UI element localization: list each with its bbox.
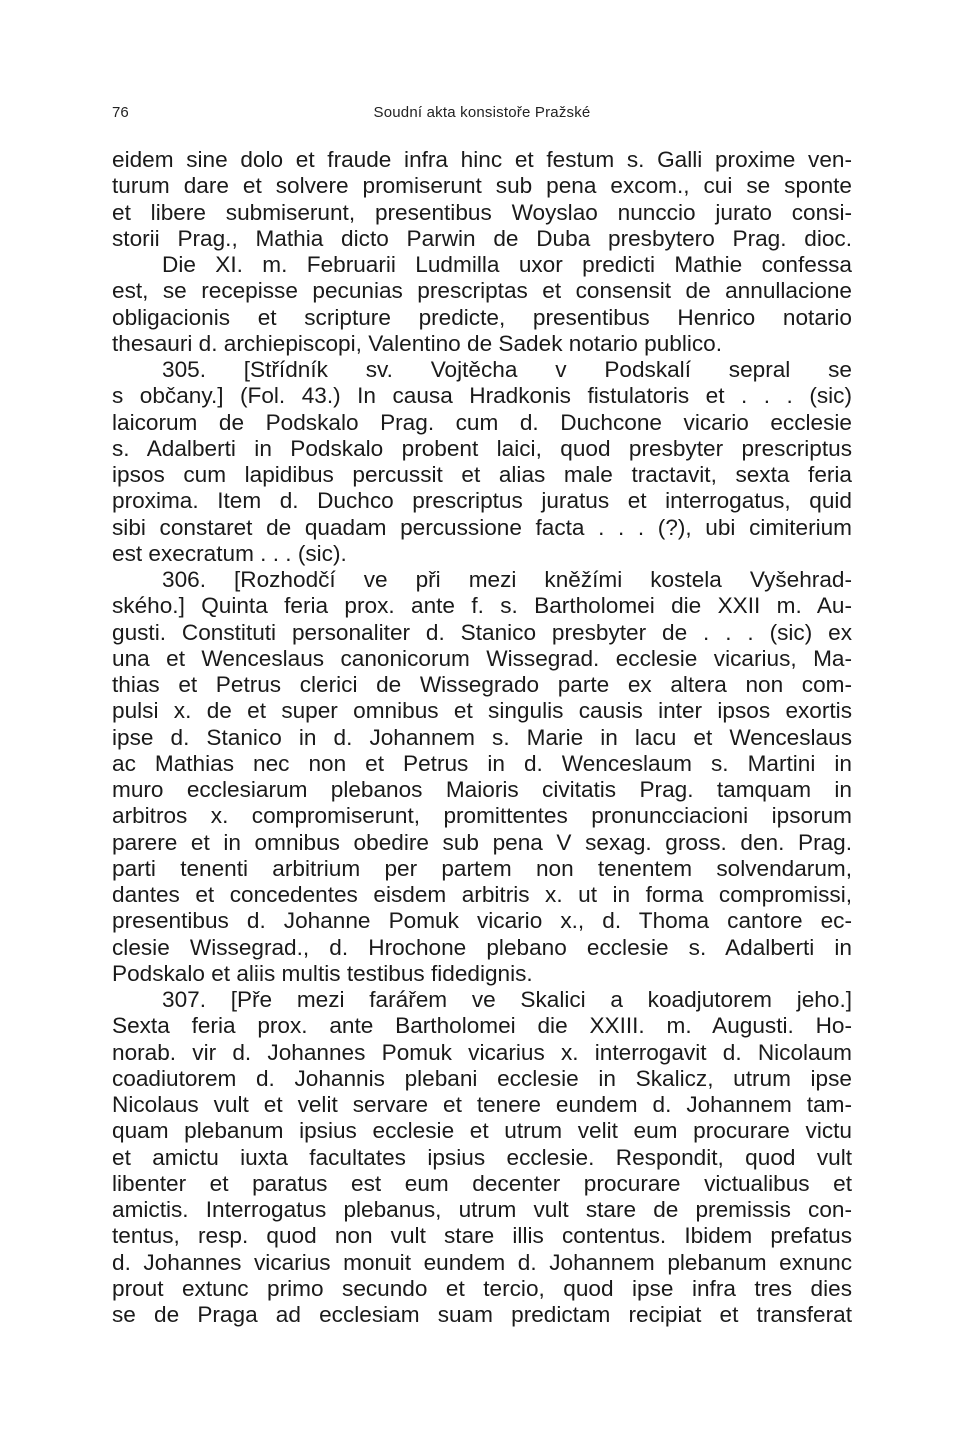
text-line: laicorum de Podskalo Prag. cum d. Duchcone vicario ecclesie [112,409,852,435]
text-line: eidem sine dolo et fraude infra hinc et festum s. Galli proxime ven- [112,147,852,172]
text-line: storii Prag., Mathia dicto Parwin de Duba presbytero Prag. dioc. [112,225,852,251]
text-line: ac Mathias nec non et Petrus in d. Wenceslaum s. Martini in [112,750,852,776]
text-line: Nicolaus vult et velit servare et tenere eundem d. Johannem tam- [112,1092,852,1117]
page-number: 76 [112,104,129,121]
text-line: et libere submiserunt, presentibus Woyslao nunccio jurato consi- [112,199,852,225]
text-line: Sexta feria prox. ante Bartholomei die XXIII. m. Augusti. Ho- [112,1013,852,1039]
text-line: Podskalo et aliis multis testibus fidedignis. [112,960,533,986]
text-line: arbitros x. compromiserunt, promittentes pronuncciacioni ipsorum [112,803,852,829]
text-line: proxima. Item d. Duchco prescriptus juratus et interrogatus, quid [112,488,852,514]
text-line: thesauri d. archiepiscopi, Valentino de Sadek notario publico. [112,330,722,356]
entry-heading-306: 306. [Rozhodčí ve při mezi kněžími kostela Vyšehrad- [162,567,852,592]
text-line: thias et Petrus clerici de Wissegrado parte ex altera non com- [112,672,852,697]
text-line: se de Praga ad ecclesiam suam predictam recipiat et transferat [112,1302,852,1327]
text-line: tentus, resp. quod non vult stare illis contentus. Ibidem prefatus [112,1223,852,1249]
text-line: amictis. Interrogatus plebanus, utrum vult stare de premissis con- [112,1197,852,1222]
text-line: pulsi x. de et super omnibus et singulis causis inter ipsos exortis [112,698,852,724]
body-text [112,147,852,1328]
text-line: prout extunc primo secundo et tercio, quod ipse infra tres dies [112,1275,852,1301]
text-line: ipsos cum lapidibus percussit et alias male tractavit, sexta feria [112,462,852,487]
text-line: obligacionis et scripture predicte, presentibus Henrico notario [112,304,852,330]
text-line: quam plebanum ipsius ecclesie et utrum velit eum procurare victu [112,1118,852,1144]
text-line: norab. vir d. Johannes Pomuk vicarius x. interrogavit d. Nicolaum [112,1039,852,1065]
running-header [112,104,852,128]
text-line: sibi constaret de quadam percussione facta . . . (?), ubi cimiterium [112,514,852,540]
text-line: s. Adalberti in Podskalo probent laici, quod presbyter prescriptus [112,435,852,461]
running-title: Soudní akta konsistoře Pražské [373,104,591,121]
text-line: presentibus d. Johanne Pomuk vicario x., d. Thoma cantore ec- [112,908,852,934]
text-line: s občany.] (Fol. 43.) In causa Hradkonis fistulatoris et . . . (sic) [112,383,852,409]
text-line: dantes et concedentes eisdem arbitris x. ut in forma compromissi, [112,882,852,907]
text-line: ského.] Quinta feria prox. ante f. s. Bartholomei die XXII m. Au- [112,593,852,619]
text-line: d. Johannes vicarius monuit eundem d. Johannem plebanum exnunc [112,1249,852,1275]
text-line: parti tenenti arbitrium per partem non tenentem solvendarum, [112,855,852,881]
text-line: una et Wenceslaus canonicorum Wissegrad. ecclesie vicarius, Ma- [112,645,852,671]
text-line: gusti. Constituti personaliter d. Stanico presbyter de . . . (sic) ex [112,619,852,645]
text-line: est execratum . . . (sic). [112,540,347,566]
entry-heading-307: 307. [Pře mezi farářem ve Skalici a koadjutorem jeho.] [162,987,852,1012]
text-line: parere et in omnibus obedire sub pena V sexag. gross. den. Prag. [112,829,852,855]
entry-heading-305: 305. [Střídník sv. Vojtěcha v Podskalí sepral se [162,357,852,382]
text-line: ipse d. Stanico in d. Johannem s. Marie in lacu et Wenceslaus [112,724,852,750]
text-line: est, se recepisse pecunias prescriptas et consensit de annullacione [112,278,852,304]
text-line: turum dare et solvere promiserunt sub pena excom., cui se sponte [112,173,852,199]
text-line: libenter et paratus est eum decenter procurare victualibus et [112,1170,852,1196]
text-line: muro ecclesiarum plebanos Maioris civitatis Prag. tamquam in [112,777,852,802]
text-line: Die XI. m. Februarii Ludmilla uxor predicti Mathie confessa [162,252,852,277]
text-line: et amictu iuxta facultates ipsius ecclesie. Respondit, quod vult [112,1144,852,1170]
text-line: clesie Wissegrad., d. Hrochone plebano ecclesie s. Adalberti in [112,934,852,960]
text-line: coadiutorem d. Johannis plebani ecclesie in Skalicz, utrum ipse [112,1065,852,1091]
